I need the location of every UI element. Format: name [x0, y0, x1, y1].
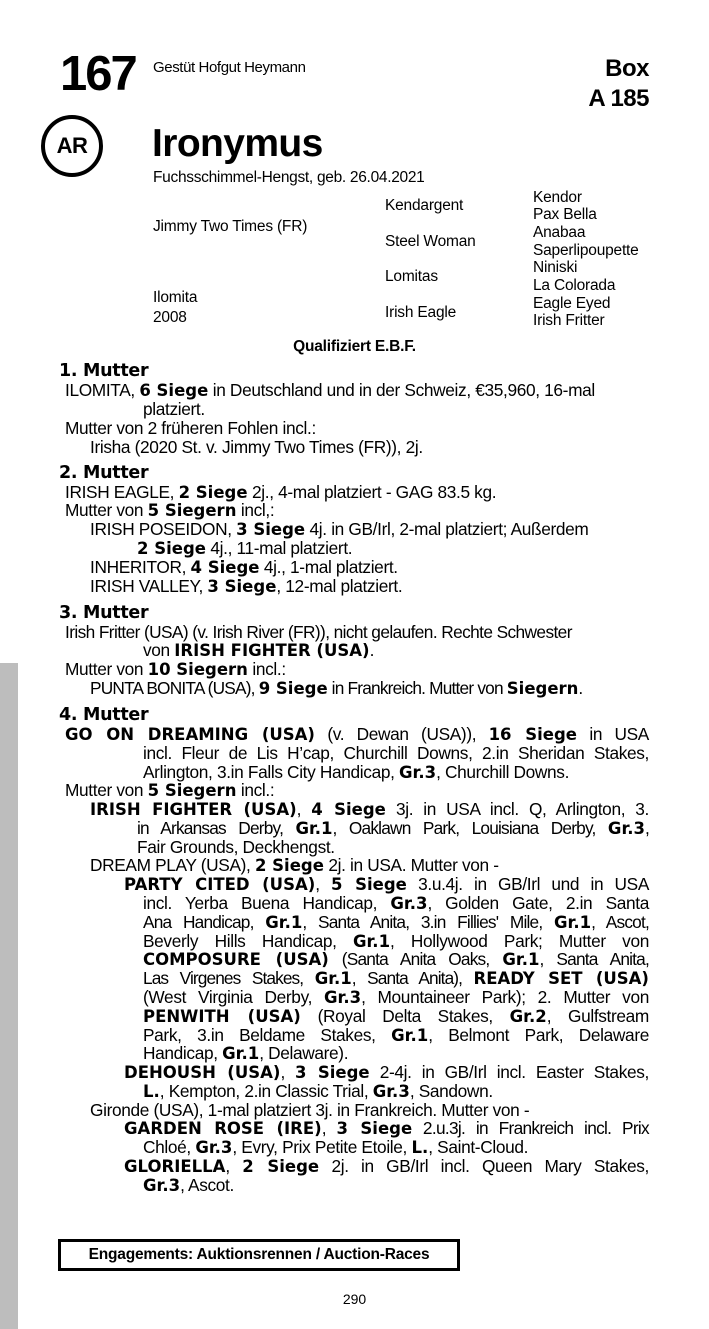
- bold-text: Gr.1: [295, 819, 333, 838]
- text-fragment: PUNTA BONITA (USA),: [90, 678, 259, 698]
- text-fragment: incl,:: [236, 500, 275, 520]
- bold-text: 3 Siege: [295, 1063, 370, 1082]
- bold-text: 16 Siege: [488, 725, 577, 744]
- bold-text: Gr.3: [324, 988, 362, 1007]
- text-line: [90, 678, 582, 699]
- pedigree-gen3: La Colorada: [533, 277, 616, 294]
- text-line: Mutter von 2 früheren Fohlen incl.:: [65, 418, 316, 438]
- bold-text: READY SET (USA): [473, 969, 649, 988]
- bold-text: Gr.1: [554, 913, 592, 932]
- bold-text: 9 Siege: [258, 679, 328, 698]
- bold-text: 5 Siegern: [147, 781, 237, 800]
- text-fragment: Mutter von: [65, 780, 148, 800]
- pedigree-gen3: Pax Bella: [533, 206, 597, 223]
- section-title: 4. Mutter: [59, 705, 149, 725]
- text-fragment: Beverly Hills Handicap,: [143, 931, 353, 951]
- text-fragment: 3j. in USA incl. Q, Arlington, 3.: [385, 799, 649, 819]
- horse-name: Ironymus: [152, 122, 323, 165]
- text-fragment: , Hollywood Park; Mutter von: [390, 931, 649, 951]
- text-line: [65, 724, 649, 745]
- bold-text: 5 Siegern: [147, 501, 237, 520]
- text-fragment: Las Virgenes Stakes,: [143, 968, 315, 988]
- text-fragment: , Delaware).: [259, 1043, 349, 1063]
- text-fragment: Ana Handicap,: [143, 912, 266, 932]
- text-line: [90, 519, 588, 540]
- text-line: [137, 538, 352, 559]
- bold-text: L.: [143, 1082, 160, 1101]
- pedigree-dam: Ilomita: [153, 289, 198, 306]
- text-line: [90, 855, 499, 876]
- text-line: [143, 1043, 348, 1064]
- text-fragment: in Arkansas Derby,: [137, 818, 296, 838]
- bold-text: 3 Siege: [236, 520, 306, 539]
- bold-text: 4 Siege: [190, 558, 260, 577]
- bold-text: L.: [411, 1138, 429, 1157]
- lot-number: 167: [60, 47, 136, 101]
- text-line: [143, 640, 374, 661]
- text-fragment: , 12-mal platziert.: [276, 576, 403, 596]
- text-fragment: , Golden Gate, 2.in Santa: [427, 893, 649, 913]
- text-line: Fair Grounds, Deckhengst.: [137, 837, 335, 857]
- text-line: [143, 1081, 493, 1102]
- text-line: Irish Fritter (USA) (v. Irish River (FR)), nicht gelaufen. Rechte Schwester: [65, 622, 572, 642]
- text-line: [143, 912, 649, 933]
- text-fragment: IRISH EAGLE,: [65, 482, 179, 502]
- bold-text: IRISH FIGHTER (USA): [174, 641, 370, 660]
- bold-text: PARTY CITED (USA): [124, 875, 316, 894]
- text-fragment: , Ascot.: [180, 1175, 234, 1195]
- bold-text: Gr.1: [222, 1044, 260, 1063]
- text-fragment: (West Virginia Derby,: [143, 987, 324, 1007]
- bold-text: 2 Siege: [137, 539, 206, 558]
- text-fragment: IRISH VALLEY,: [90, 576, 208, 596]
- text-line: [124, 1156, 649, 1177]
- text-fragment: 3.u.4j. in GB/Irl und in USA: [406, 874, 650, 894]
- text-line: [65, 500, 274, 521]
- text-fragment: Chloé,: [143, 1137, 196, 1157]
- section-title: 3. Mutter: [59, 603, 149, 623]
- text-fragment: , Kempton, 2.in Classic Trial,: [159, 1081, 373, 1101]
- text-fragment: von: [143, 640, 175, 660]
- bold-text: Gr.2: [509, 1007, 547, 1026]
- text-fragment: , Churchill Downs.: [436, 762, 570, 782]
- text-fragment: ,: [321, 1118, 337, 1138]
- text-line: Irisha (2020 St. v. Jimmy Two Times (FR)), 2j.: [90, 437, 423, 457]
- bold-text: GO ON DREAMING (USA): [65, 725, 315, 744]
- text-line: [90, 799, 649, 820]
- text-line: [137, 818, 649, 839]
- text-fragment: IRISH POSEIDON,: [90, 519, 237, 539]
- text-fragment: , Santa Anita, 3.in Fillies' Mile,: [302, 912, 554, 932]
- text-line: [90, 576, 402, 597]
- bold-text: 2 Siege: [178, 483, 248, 502]
- text-fragment: 4j., 11-mal platziert.: [205, 538, 353, 558]
- text-fragment: 2.u.3j. in Frankreich incl. Prix: [412, 1118, 650, 1138]
- text-fragment: 4j. in GB/Irl, 2-mal platziert; Außerdem: [305, 519, 589, 539]
- text-line: [65, 659, 286, 680]
- text-fragment: incl.:: [247, 659, 286, 679]
- page-edge-tab: [0, 663, 18, 1329]
- pedigree-gen3: Kendor: [533, 189, 582, 206]
- ar-badge-text: AR: [56, 133, 88, 158]
- bold-text: IRISH FIGHTER (USA): [90, 800, 297, 819]
- bold-text: Gr.3: [195, 1138, 233, 1157]
- text-line: platziert.: [143, 399, 205, 419]
- text-fragment: (Santa Anita Oaks,: [328, 949, 503, 969]
- text-line: [143, 893, 649, 914]
- bold-text: Gr.1: [265, 913, 303, 932]
- pedigree-sire-sire: Kendargent: [385, 197, 464, 214]
- text-fragment: Handicap,: [143, 1043, 223, 1063]
- bold-text: 6 Siege: [139, 381, 209, 400]
- pedigree-dam-dam: Irish Eagle: [385, 304, 457, 321]
- pedigree-dam-sire: Lomitas: [385, 268, 438, 285]
- bold-text: Gr.1: [391, 1026, 429, 1045]
- consignor: Gestüt Hofgut Heymann: [153, 59, 306, 76]
- text-line: Gironde (USA), 1-mal platziert 3j. in Frankreich. Mutter von -: [90, 1100, 530, 1120]
- text-fragment: Park, 3.in Beldame Stakes,: [143, 1025, 392, 1045]
- bold-text: 10 Siegern: [147, 660, 248, 679]
- bold-text: Gr.3: [399, 763, 437, 782]
- pedigree-gen3: Niniski: [533, 259, 578, 276]
- bold-text: Gr.3: [143, 1176, 181, 1195]
- bold-text: PENWITH (USA): [143, 1007, 301, 1026]
- bold-text: Gr.1: [352, 932, 391, 951]
- text-fragment: in USA: [576, 724, 649, 744]
- bold-text: Gr.1: [502, 950, 540, 969]
- text-fragment: , Santa Anita),: [351, 968, 474, 988]
- text-fragment: (Royal Delta Stakes,: [300, 1006, 510, 1026]
- text-line: [65, 780, 274, 801]
- text-line: [143, 1137, 528, 1158]
- text-fragment: ILOMITA,: [65, 380, 140, 400]
- text-fragment: ,: [644, 818, 649, 838]
- page-number: 290: [342, 1291, 367, 1307]
- bold-text: GLORIELLA: [124, 1157, 226, 1176]
- bold-text: 5 Siege: [331, 875, 407, 894]
- text-line: [143, 949, 649, 970]
- text-fragment: 2j. in USA. Mutter von -: [323, 855, 499, 875]
- text-fragment: 2-4j. in GB/Irl incl. Easter Stakes,: [369, 1062, 649, 1082]
- text-fragment: , Mountaineer Park); 2. Mutter von: [361, 987, 649, 1007]
- text-fragment: .: [578, 678, 583, 698]
- text-fragment: 2j., 4-mal platziert - GAG 83.5 kg.: [247, 482, 497, 502]
- section-title: 2. Mutter: [59, 463, 149, 483]
- bold-text: Gr.3: [390, 894, 428, 913]
- text-fragment: 2j. in GB/Irl incl. Queen Mary Stakes,: [319, 1156, 649, 1176]
- box-label: Box: [605, 55, 649, 82]
- engagements-box: [58, 1239, 460, 1271]
- engagements-label: Engagements: Auktionsrennen / Auction-Races: [88, 1246, 430, 1263]
- bold-text: 4 Siege: [311, 800, 386, 819]
- text-fragment: , Sandown.: [409, 1081, 493, 1101]
- bold-text: 2 Siege: [242, 1157, 320, 1176]
- text-fragment: , Saint-Cloud.: [428, 1137, 529, 1157]
- text-line: [90, 557, 398, 578]
- text-line: [143, 1175, 234, 1196]
- text-line: [124, 1062, 649, 1083]
- text-fragment: , Santa Anita,: [539, 949, 649, 969]
- text-fragment: ,: [280, 1062, 295, 1082]
- bold-text: DEHOUSH (USA): [124, 1063, 281, 1082]
- text-fragment: in Deutschland und in der Schweiz, €35,960, 16-mal: [208, 380, 595, 400]
- text-fragment: INHERITOR,: [90, 557, 191, 577]
- pedigree-sire-dam: Steel Woman: [385, 233, 476, 250]
- box-number: A 185: [588, 85, 649, 112]
- pedigree-gen3: Anabaa: [533, 224, 586, 241]
- text-line: incl. Fleur de Lis H’cap, Churchill Downs, 2.in Sheridan Stakes,: [143, 743, 649, 763]
- bold-text: 2 Siege: [254, 856, 324, 875]
- pedigree-gen3: Irish Fritter: [533, 312, 605, 329]
- text-line: [143, 987, 649, 1008]
- text-line: [143, 968, 649, 989]
- text-fragment: (v. Dewan (USA)),: [314, 724, 489, 744]
- text-fragment: incl. Yerba Buena Handicap,: [143, 893, 391, 913]
- text-fragment: Mutter von: [65, 659, 148, 679]
- qualification: Qualifiziert E.B.F.: [293, 338, 416, 355]
- text-fragment: , Belmont Park, Delaware: [428, 1025, 649, 1045]
- text-fragment: , Evry, Prix Petite Etoile,: [232, 1137, 412, 1157]
- pedigree-dam-year: 2008: [153, 309, 187, 326]
- ar-badge: [41, 115, 103, 177]
- bold-text: 3 Siege: [336, 1119, 413, 1138]
- text-fragment: ,: [315, 874, 332, 894]
- text-line: [124, 874, 649, 895]
- bold-text: GARDEN ROSE (IRE): [124, 1119, 322, 1138]
- horse-description: Fuchsschimmel-Hengst, geb. 26.04.2021: [153, 169, 425, 186]
- text-fragment: , Oaklawn Park, Louisiana Derby,: [332, 818, 608, 838]
- text-fragment: ,: [296, 799, 312, 819]
- pedigree-gen3: Saperlipoupette: [533, 242, 639, 259]
- bold-text: Gr.1: [314, 969, 352, 988]
- text-fragment: DREAM PLAY (USA),: [90, 855, 255, 875]
- text-line: [124, 1118, 649, 1139]
- pedigree-sire: Jimmy Two Times (FR): [153, 218, 308, 235]
- bold-text: Siegern: [506, 679, 579, 698]
- text-fragment: , Gulfstream: [546, 1006, 649, 1026]
- bold-text: Gr.3: [372, 1082, 410, 1101]
- text-fragment: incl.:: [236, 780, 275, 800]
- text-fragment: in Frankreich. Mutter von: [327, 678, 507, 698]
- text-line: [65, 380, 595, 401]
- text-fragment: 4j., 1-mal platziert.: [259, 557, 398, 577]
- pedigree-gen3: Eagle Eyed: [533, 295, 611, 312]
- text-fragment: .: [369, 640, 375, 660]
- text-fragment: , Ascot,: [591, 912, 649, 932]
- bold-text: Gr.3: [607, 819, 645, 838]
- bold-text: 3 Siege: [207, 577, 277, 596]
- text-line: [143, 1006, 649, 1027]
- text-fragment: ,: [225, 1156, 243, 1176]
- box-info: [588, 54, 649, 114]
- bold-text: COMPOSURE (USA): [143, 950, 329, 969]
- section-title: 1. Mutter: [59, 361, 149, 381]
- text-fragment: Arlington, 3.in Falls City Handicap,: [143, 762, 399, 782]
- text-fragment: Mutter von: [65, 500, 148, 520]
